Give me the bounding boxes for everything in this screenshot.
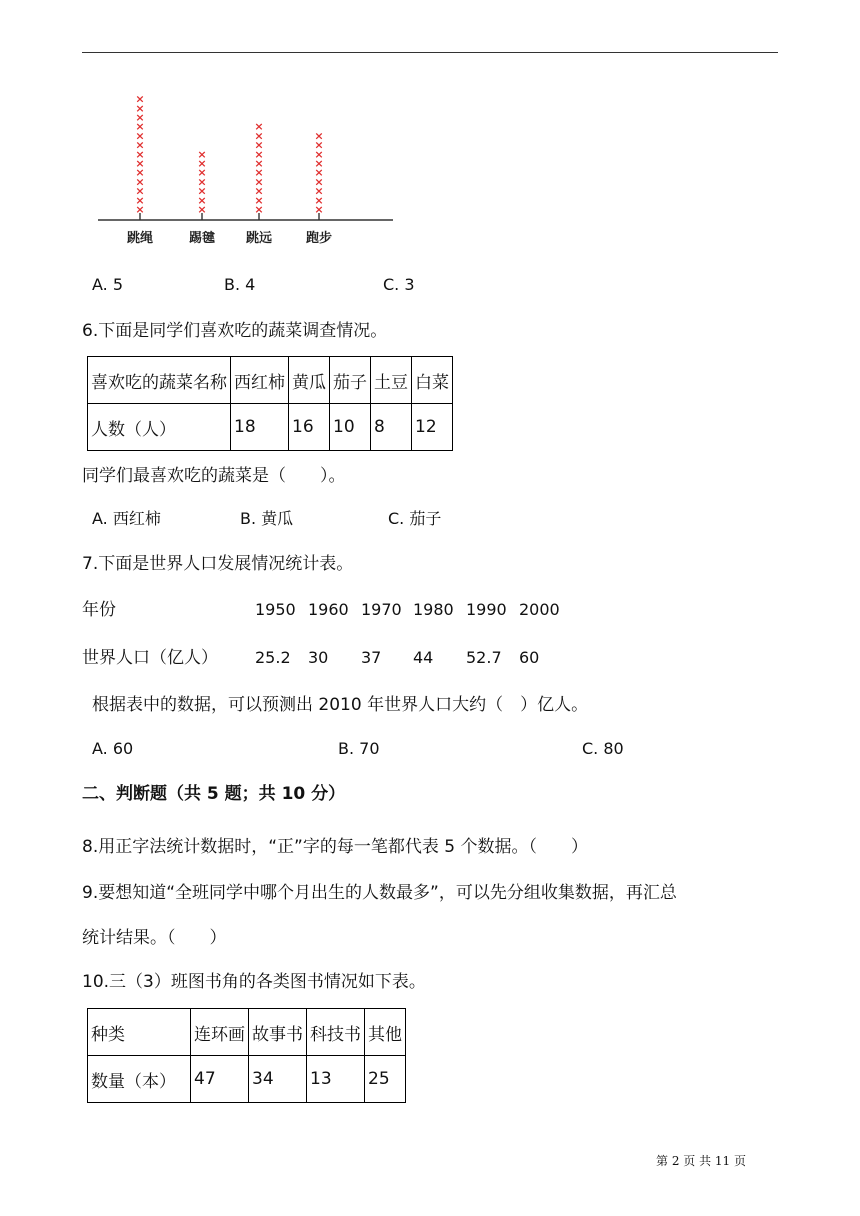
q6-option-a[interactable]: A. 西红柿 (92, 509, 161, 528)
header-rule (82, 52, 778, 53)
q10-stem: 10.三（3）班图书角的各类图书情况如下表。 (82, 972, 426, 992)
table-cell: 科技书 (307, 1009, 365, 1056)
vegetable-table (87, 356, 453, 451)
q7-stem: 7.下面是世界人口发展情况统计表。 (82, 554, 354, 574)
q9-line-2: 统计结果。（ ） (82, 928, 227, 948)
data-mark: × (254, 147, 264, 161)
data-mark: × (197, 147, 207, 161)
year-cell: 1950 (255, 600, 296, 619)
table-cell: 12 (412, 404, 453, 451)
sports-line-plot (90, 85, 410, 255)
q6-question: 同学们最喜欢吃的蔬菜是（ ）。 (82, 466, 346, 486)
data-mark: × (135, 92, 145, 106)
table-cell: 47 (191, 1056, 249, 1103)
population-cell: 25.2 (255, 648, 291, 667)
data-mark: × (197, 166, 207, 180)
data-mark: × (135, 175, 145, 189)
category-label: 跑步 (305, 231, 333, 246)
data-mark: × (254, 157, 264, 170)
table-row (88, 404, 453, 451)
table-cell: 西红柿 (231, 357, 289, 404)
category-label: 跳远 (245, 231, 273, 246)
table-cell: 其他 (365, 1009, 406, 1056)
table-cell: 25 (365, 1056, 406, 1103)
table-header-row (88, 1009, 406, 1056)
table-cell: 连环画 (191, 1009, 249, 1056)
q7-question: 根据表中的数据，可以预测出 2010 年世界人口大约（ ）亿人。 (92, 695, 589, 715)
data-mark: × (135, 111, 145, 124)
data-mark: × (135, 157, 145, 170)
q7-option-c[interactable]: C. 80 (582, 739, 624, 758)
category-label: 踢毽 (188, 231, 216, 246)
q5-option-c[interactable]: C. 3 (383, 275, 415, 294)
data-mark: × (135, 166, 145, 180)
q7-option-a[interactable]: A. 60 (92, 739, 134, 758)
table-cell: 8 (371, 404, 412, 451)
data-mark: × (314, 203, 324, 216)
table-header-row (88, 357, 453, 404)
table-cell: 人数（人） (88, 404, 231, 451)
data-mark: × (254, 129, 264, 143)
data-mark: × (254, 184, 264, 198)
q7-population-label: 世界人口（亿人） (82, 648, 218, 668)
data-mark: × (254, 203, 264, 216)
table-cell: 喜欢吃的蔬菜名称 (88, 357, 231, 404)
table-cell: 白菜 (412, 357, 453, 404)
q7-year-label: 年份 (82, 600, 116, 620)
data-mark: × (197, 175, 207, 189)
q6-option-b[interactable]: B. 黄瓜 (240, 509, 294, 528)
table-cell: 黄瓜 (289, 357, 330, 404)
data-mark: × (314, 157, 324, 170)
data-mark: × (197, 203, 207, 216)
table-cell: 34 (249, 1056, 307, 1103)
population-cell: 44 (413, 648, 434, 667)
year-cell: 1970 (361, 600, 402, 619)
q6-stem: 6.下面是同学们喜欢吃的蔬菜调查情况。 (82, 321, 388, 341)
data-mark: × (314, 129, 324, 143)
q7-option-b[interactable]: B. 70 (338, 739, 380, 758)
data-mark: × (314, 147, 324, 161)
table-cell: 13 (307, 1056, 365, 1103)
year-cell: 1960 (308, 600, 349, 619)
year-cell: 1980 (413, 600, 454, 619)
table-cell: 土豆 (371, 357, 412, 404)
data-mark: × (314, 175, 324, 189)
data-mark: × (197, 157, 207, 170)
data-mark: × (254, 175, 264, 189)
q9-line-1: 9.要想知道“全班同学中哪个月出生的人数最多”，可以先分组收集数据，再汇总 (82, 883, 677, 903)
page-footer: 第 2 页 共 11 页 (656, 1154, 746, 1168)
population-cell: 37 (361, 648, 382, 667)
data-mark: × (135, 193, 145, 207)
data-mark: × (314, 166, 324, 180)
table-cell: 种类 (88, 1009, 191, 1056)
book-table (87, 1008, 406, 1103)
data-mark: × (135, 147, 145, 161)
table-row (88, 1056, 406, 1103)
data-mark: × (314, 193, 324, 207)
data-mark: × (314, 138, 324, 152)
q6-option-c[interactable]: C. 茄子 (388, 509, 442, 528)
data-mark: × (135, 203, 145, 216)
year-cell: 1990 (466, 600, 507, 619)
table-cell: 10 (330, 404, 371, 451)
data-mark: × (254, 120, 264, 134)
data-mark: × (135, 184, 145, 198)
data-mark: × (135, 129, 145, 143)
category-label: 跳绳 (126, 231, 154, 246)
data-mark: × (135, 101, 145, 115)
table-cell: 茄子 (330, 357, 371, 404)
data-mark: × (135, 120, 145, 134)
data-mark: × (254, 138, 264, 152)
table-cell: 数量（本） (88, 1056, 191, 1103)
population-cell: 60 (519, 648, 540, 667)
table-cell: 16 (289, 404, 330, 451)
population-cell: 30 (308, 648, 329, 667)
data-mark: × (197, 193, 207, 207)
table-cell: 故事书 (249, 1009, 307, 1056)
data-mark: × (314, 184, 324, 198)
table-cell: 18 (231, 404, 289, 451)
data-mark: × (135, 138, 145, 152)
section-2-title: 二、判断题（共 5 题；共 10 分） (82, 784, 346, 804)
data-mark: × (254, 193, 264, 207)
data-mark: × (197, 184, 207, 198)
q5-option-a[interactable]: A. 5 (92, 275, 124, 294)
year-cell: 2000 (519, 600, 560, 619)
q5-option-b[interactable]: B. 4 (224, 275, 256, 294)
population-cell: 52.7 (466, 648, 502, 667)
q8-text: 8.用正字法统计数据时，“正”字的每一笔都代表 5 个数据。（ ） (82, 837, 588, 857)
data-mark: × (254, 166, 264, 180)
